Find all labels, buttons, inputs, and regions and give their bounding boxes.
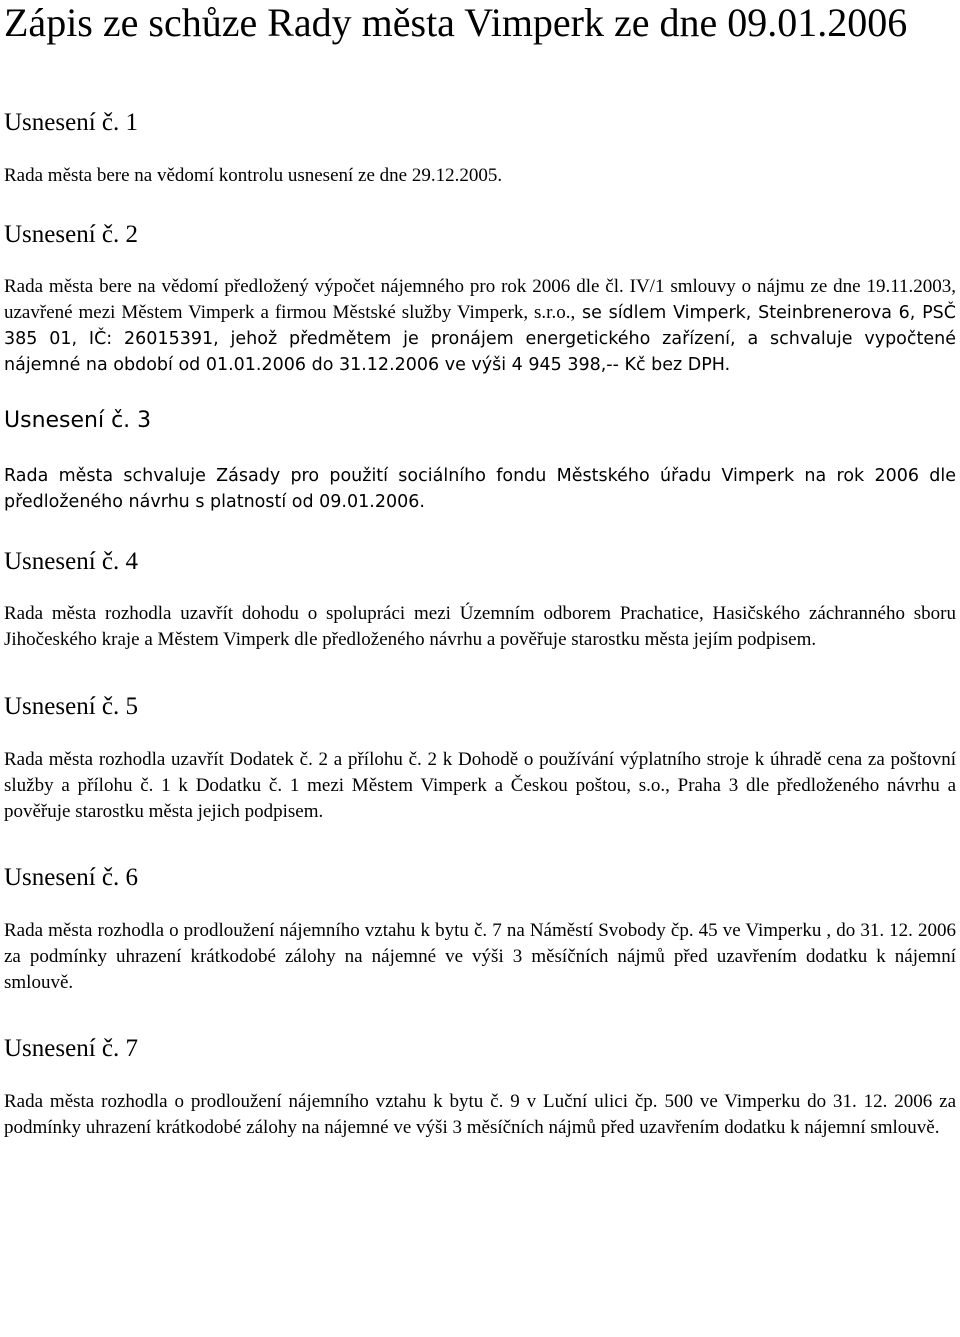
resolution-text: Rada města schvaluje Zásady pro použití sociálního fondu Městského úřadu Vimperk na rok 2006 dle předloženého návrhu s platností od 09.01.2006. (4, 466, 956, 512)
resolution-3 (4, 406, 956, 515)
resolution-text: Rada města rozhodla uzavřít Dodatek č. 2 a přílohu č. 2 k Dohodě o používání výplatního stroje k úhradě cena za poštovní služby a přílohu č. 1 k Dodatku č. 1 mezi Městem Vimperk a Českou poštou, s.o., Praha 3 dle předloženého návrhu a pověřuje starostku města jejich podpisem. (4, 749, 956, 822)
resolution-heading: Usnesení č. 3 (4, 408, 152, 433)
resolution-text-sans: se sídlem Vimperk, Steinbrenerova 6, PSČ 385 01, IČ: 26015391, jehož předmětem je pronájem energetického zařízení, a schvaluje vypočtené nájemné na období od 01.01.2006 do 31.12.2006 ve výši 4 945 398,-- Kč bez DPH. (4, 303, 956, 375)
document-title: Zápis ze schůze Rady města Vimperk ze dne 09.01.2006 (4, 0, 908, 45)
resolution-heading: Usnesení č. 7 (4, 1035, 138, 1062)
resolution-text: Rada města bere na vědomí kontrolu usnesení ze dne 29.12.2005. (4, 165, 503, 186)
resolution-text (4, 274, 956, 378)
resolution-heading: Usnesení č. 1 (4, 109, 138, 136)
resolution-heading: Usnesení č. 5 (4, 693, 138, 720)
resolution-text: Rada města rozhodla o prodloužení nájemního vztahu k bytu č. 9 v Luční ulici čp. 500 ve Vimperku do 31. 12. 2006 za podmínky uhrazení krátkodobé zálohy na nájemné ve výši 3 měsíčních nájmů před uzavřením dodatku k nájemní smlouvě. (4, 1091, 956, 1138)
resolution-text: Rada města rozhodla uzavřít dohodu o spolupráci mezi Územním odborem Prachatice, Hasičského záchranného sboru Jihočeského kraje a Městem Vimperk dle předloženého návrhu a pověřuje starostku města jejím podpisem. (4, 603, 956, 650)
resolution-1 (4, 108, 956, 189)
resolution-text-serif: Rada města bere na vědomí předložený výpočet nájemného pro rok 2006 dle čl. IV/1 smlouvy o nájmu ze dne 19.11.2003, uzavřené mezi Městem Vimperk a firmou Městské služby Vimperk, s.r.o., (4, 276, 956, 323)
resolution-2 (4, 220, 956, 378)
resolution-heading: Usnesení č. 6 (4, 864, 138, 891)
resolution-4 (4, 547, 956, 653)
resolution-text: Rada města rozhodla o prodloužení nájemního vztahu k bytu č. 7 na Náměstí Svobody čp. 45 ve Vimperku , do 31. 12. 2006 za podmínky uhrazení krátkodobé zálohy na nájemné ve výši 3 měsíčních nájmů před uzavřením dodatku k nájemní smlouvě. (4, 920, 956, 993)
resolution-7 (4, 1034, 956, 1141)
resolution-heading: Usnesení č. 2 (4, 221, 138, 248)
resolution-5 (4, 692, 956, 825)
resolution-6 (4, 863, 956, 996)
resolution-heading: Usnesení č. 4 (4, 548, 138, 575)
